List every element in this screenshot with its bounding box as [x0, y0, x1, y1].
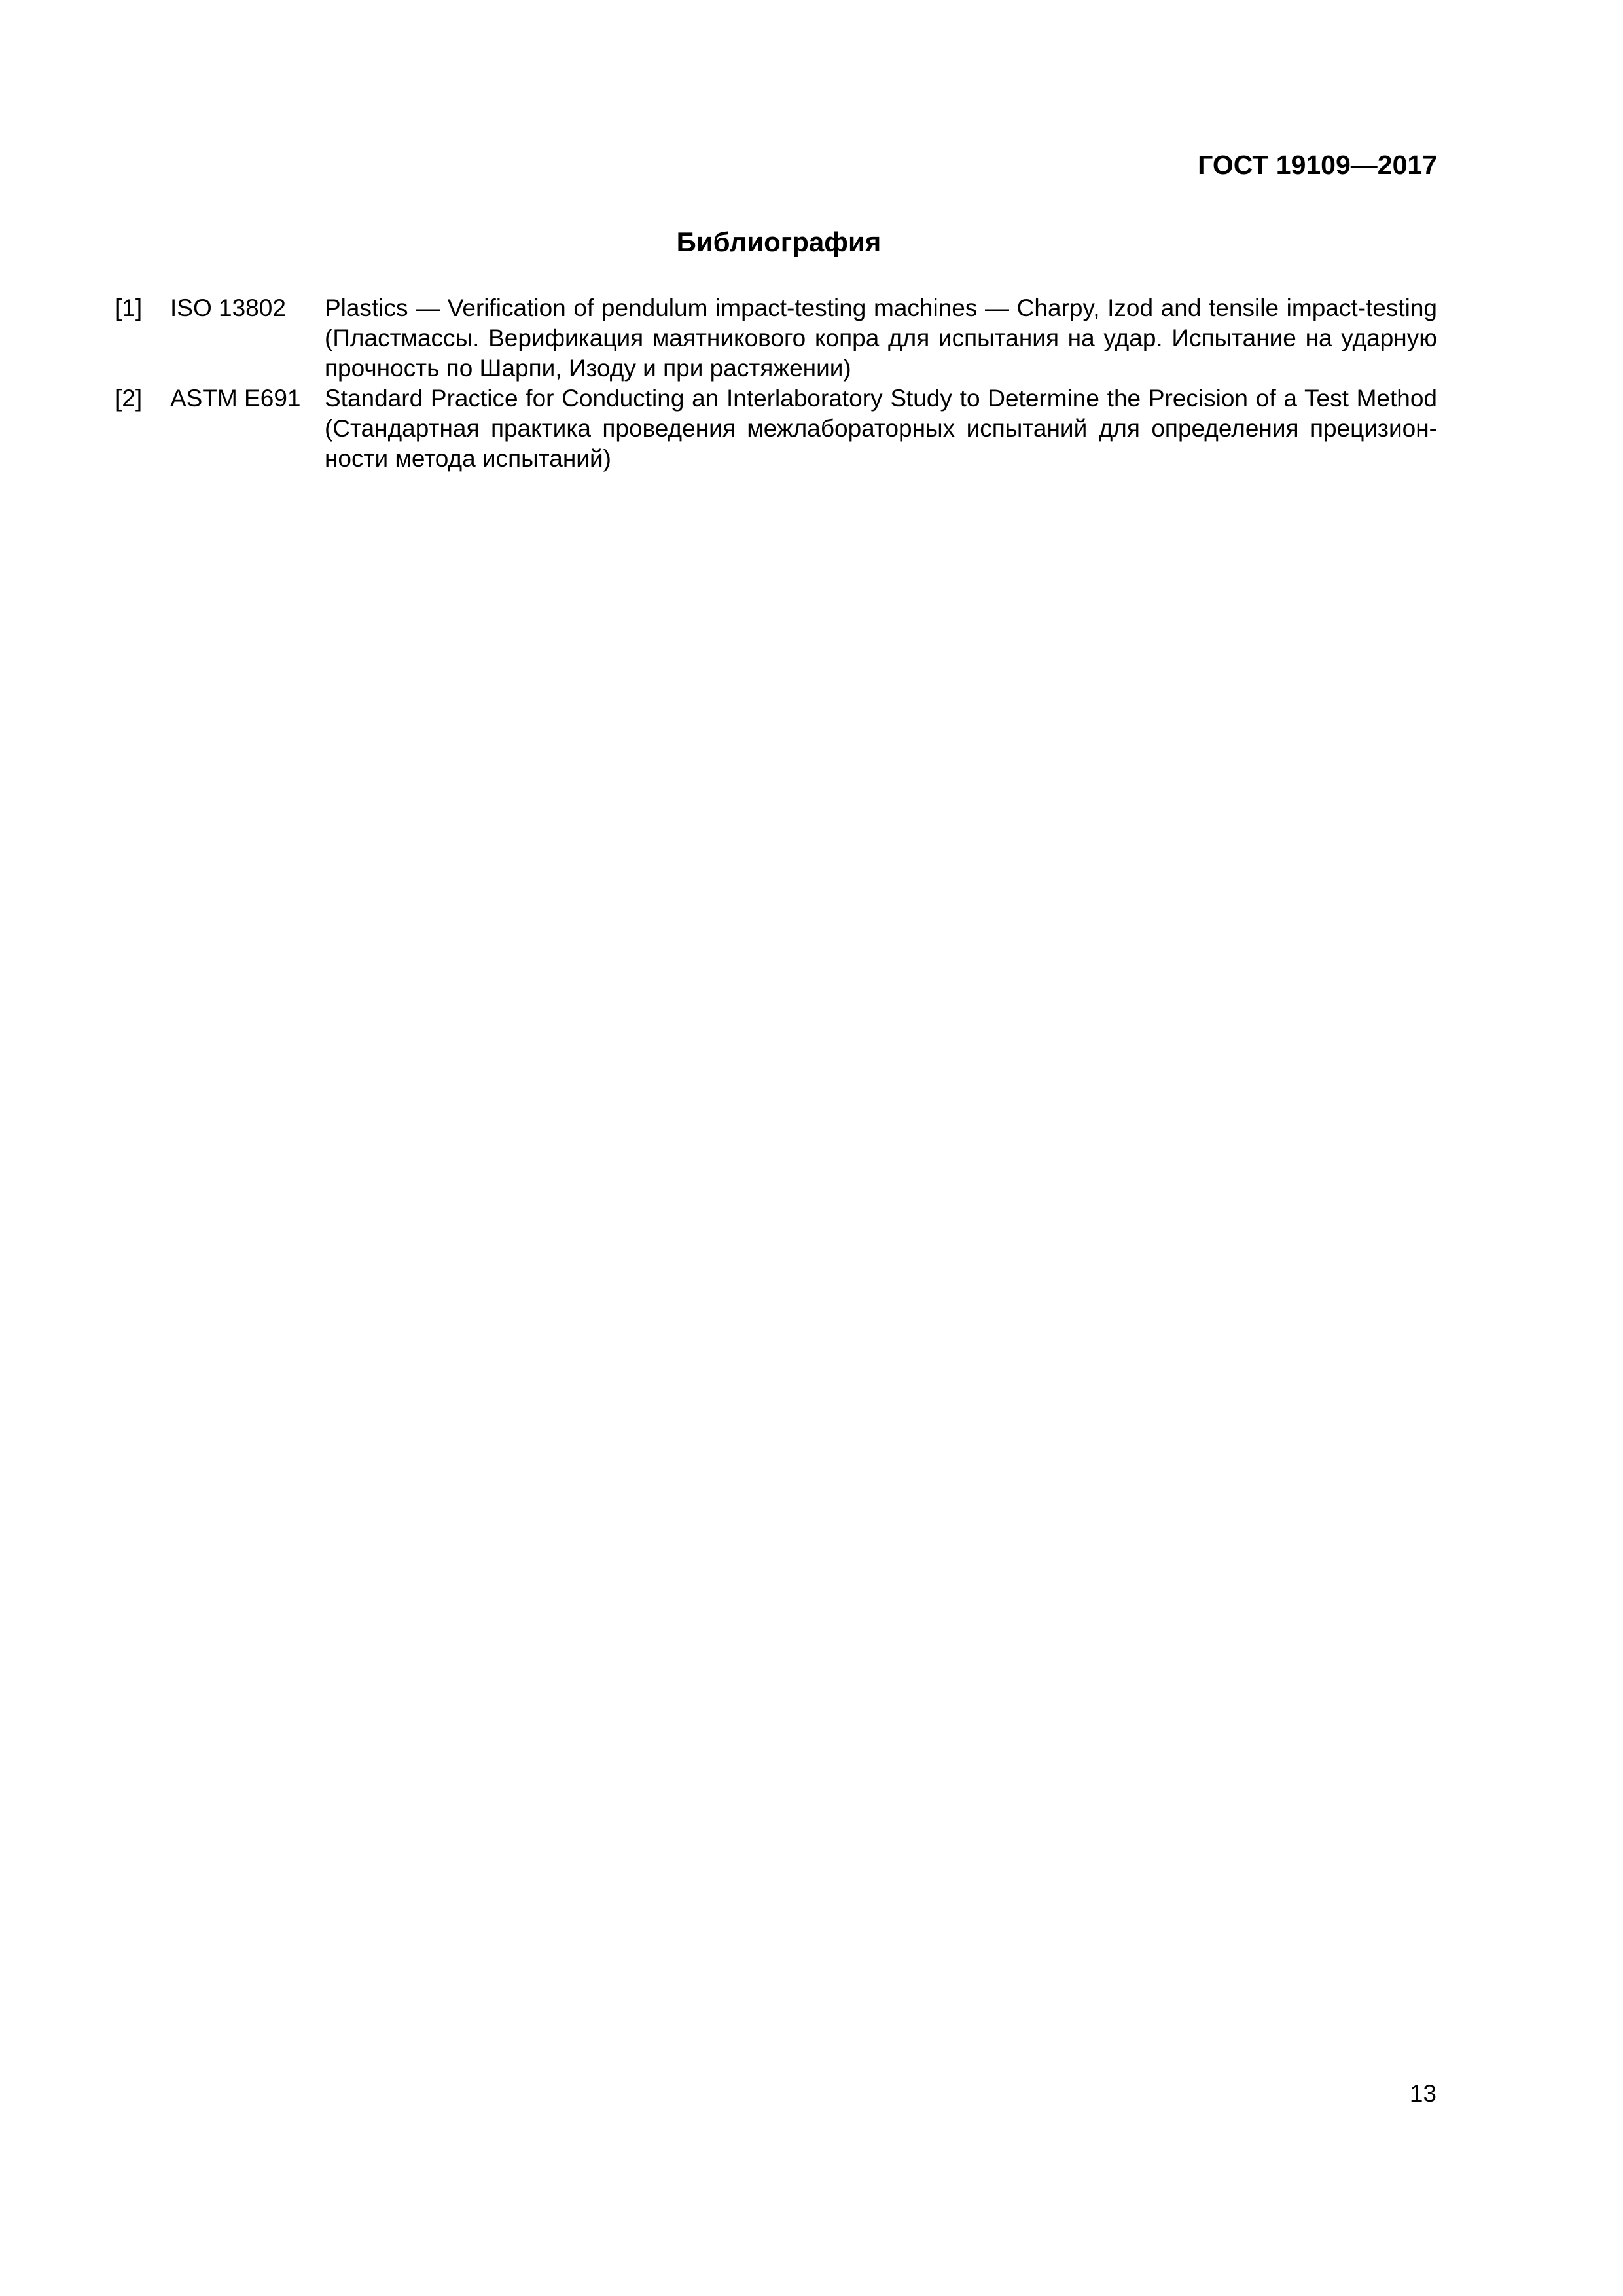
- entry-number: [1]: [115, 295, 143, 321]
- section-title: Библиография: [676, 226, 882, 257]
- entry-description: [325, 384, 1437, 474]
- entry-standard-code: ISO 13802: [170, 295, 286, 321]
- entry-title-en: Standard Practice for Conducting an Interlaboratory Study to Determine the Precision of a Test Method: [325, 385, 1437, 412]
- entry-description: [325, 293, 1437, 384]
- entry-number: [2]: [115, 385, 143, 412]
- bibliography-list: [115, 293, 1437, 474]
- entry-title-ru: (Стандартная практика проведения межлабораторных испытаний для определения прецизион-ности метода испытаний): [325, 415, 1437, 472]
- entry-title-ru: (Пластмассы. Верификация маятникового копра для испытания на удар. Испытание на ударную прочность по Шарпи, Изоду и при растяжении): [325, 325, 1437, 382]
- page-number: 13: [1409, 2080, 1436, 2107]
- entry-standard-code: ASTM E691: [170, 385, 301, 412]
- standard-header: ГОСТ 19109—2017: [1198, 150, 1437, 180]
- entry-title-en: Plastics — Verification of pendulum impact-testing machines — Charpy, Izod and tensile impact-testing: [325, 295, 1437, 321]
- bibliography-entry: [115, 384, 1437, 474]
- bibliography-entry: [115, 293, 1437, 384]
